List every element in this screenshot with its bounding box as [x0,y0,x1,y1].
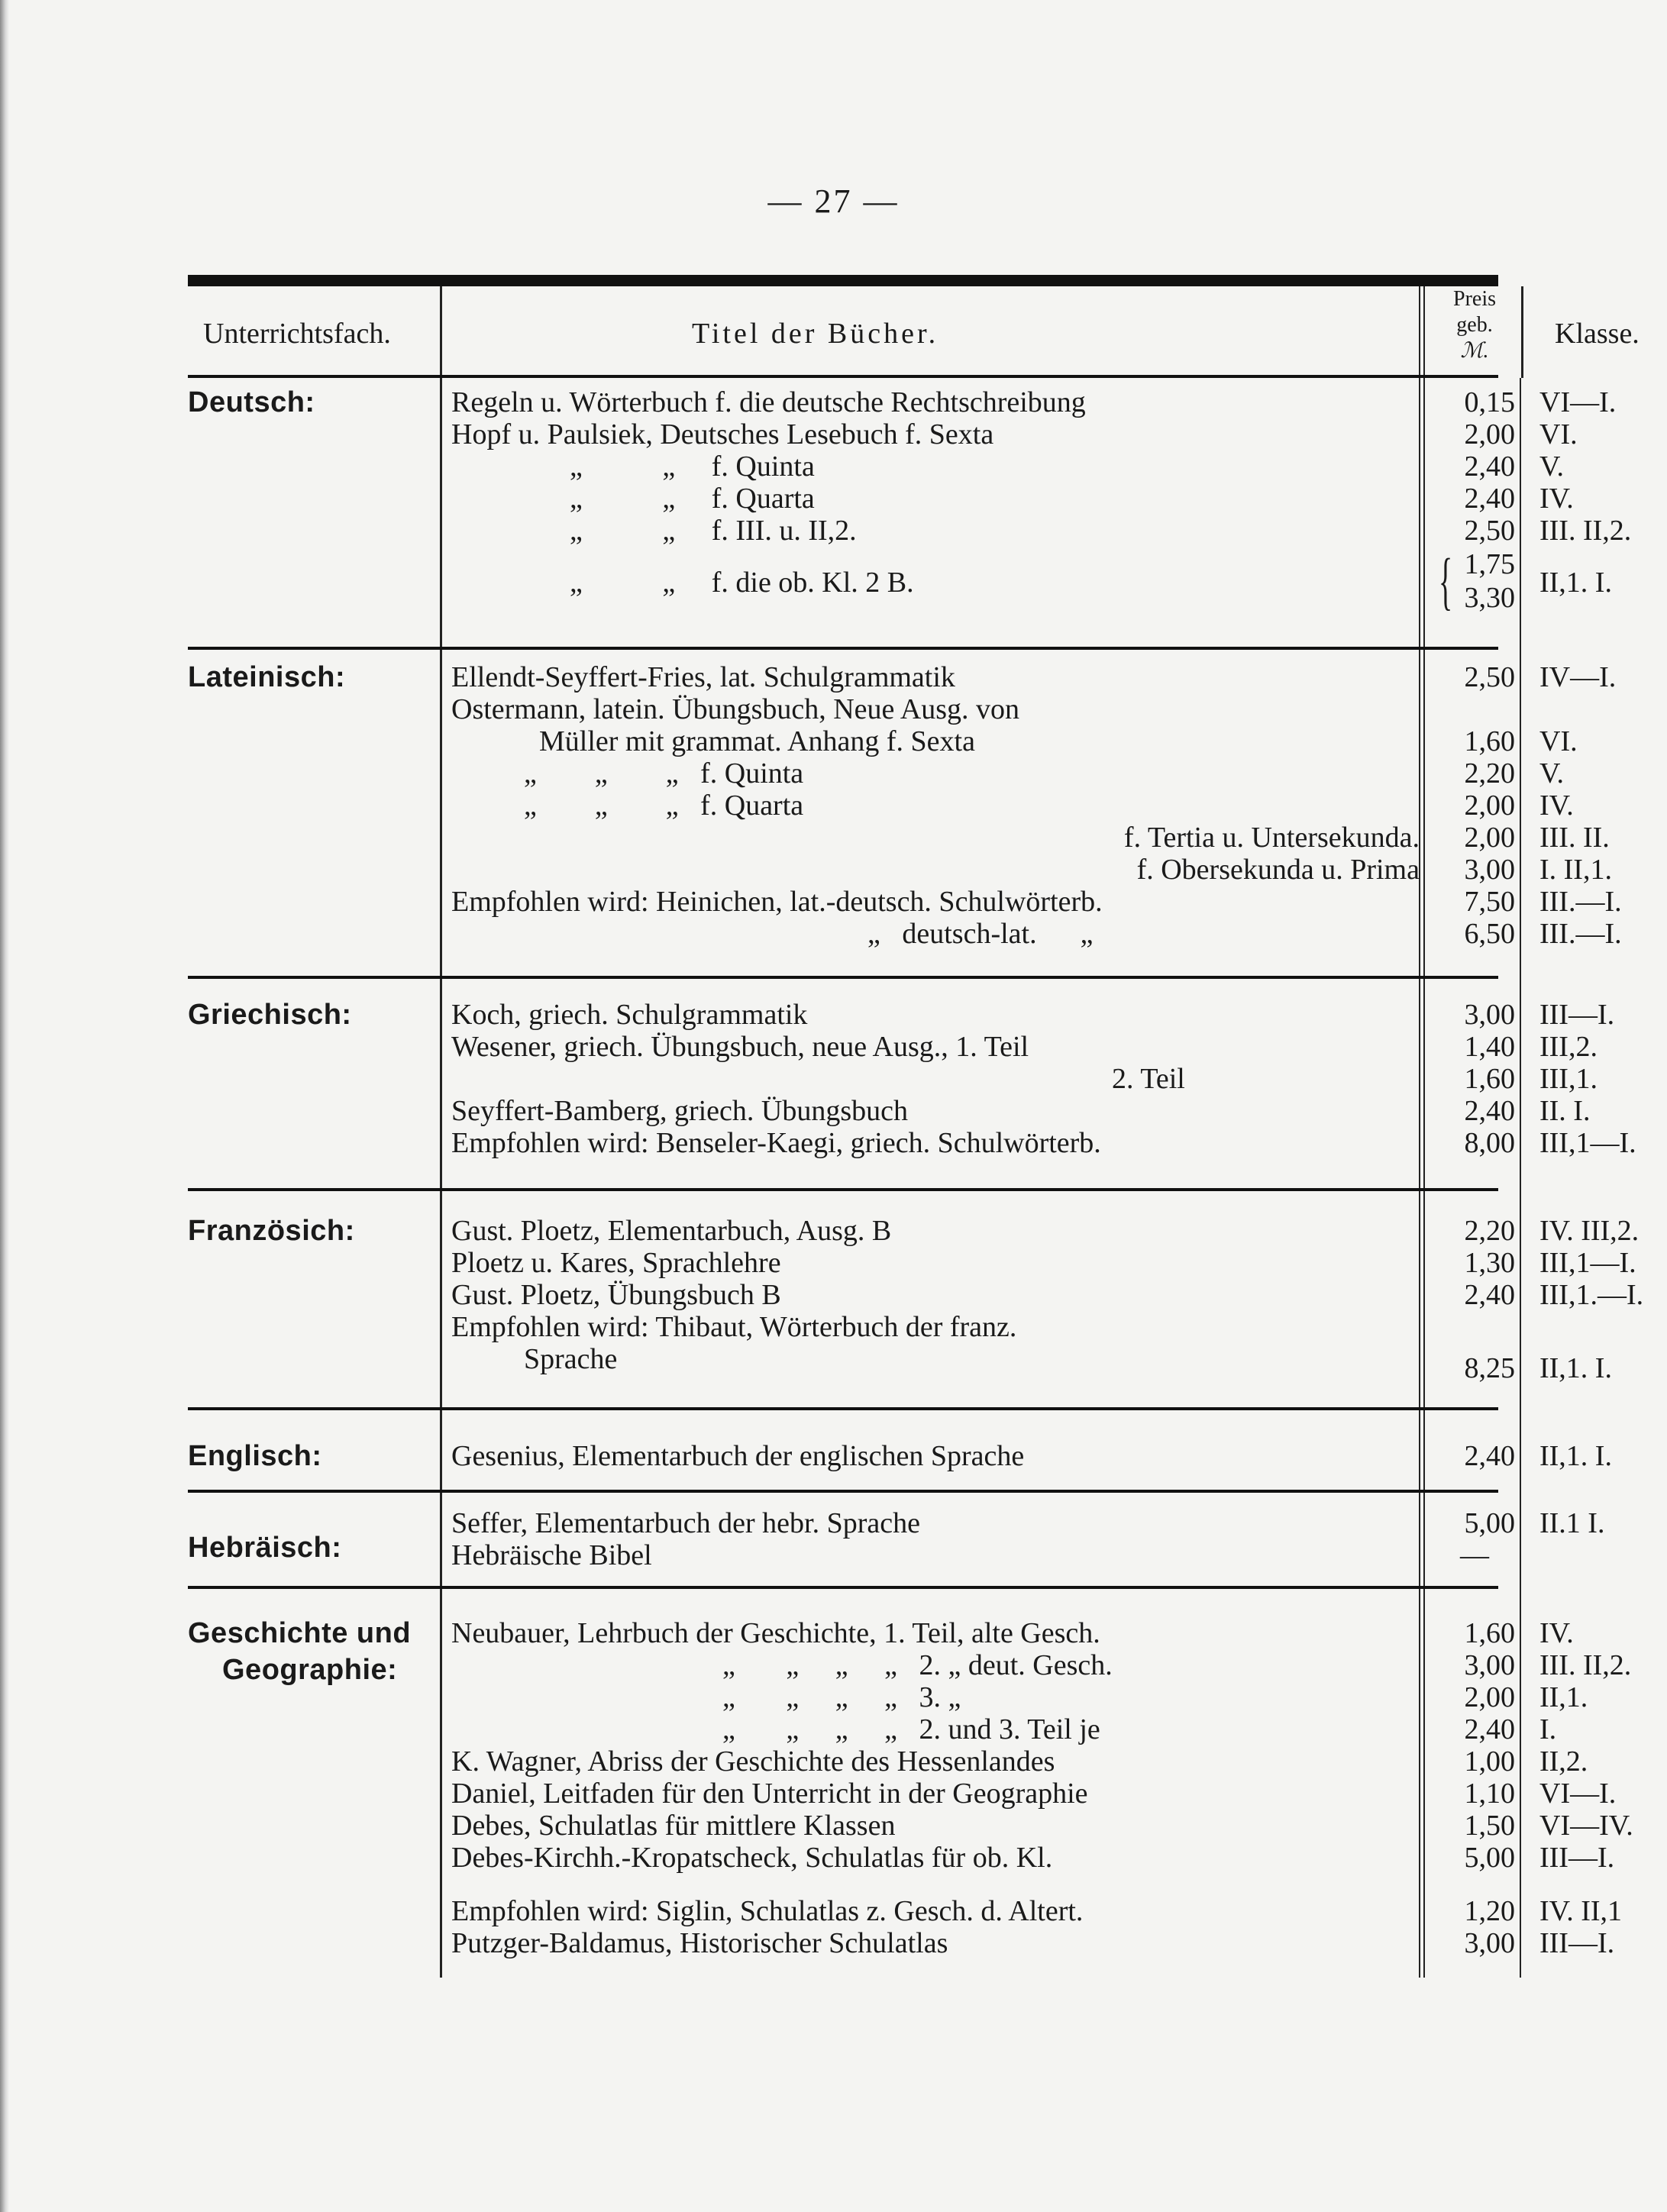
book-klasse: IV—I. [1539,661,1617,693]
table-row [188,917,1622,951]
header-price-line1: Preis [1453,287,1496,311]
book-title: Regeln u. Wörterbuch f. die deutsche Rechtschreibung [451,386,1086,418]
subject-franzoesisch: Französich: [188,1215,355,1247]
book-price: 2,40 [1464,1713,1515,1745]
book-price: 1,50 [1464,1810,1515,1842]
table-row [188,1506,1605,1541]
book-klasse: III.—I. [1539,886,1622,918]
book-price: 1,75 [1464,548,1515,580]
book-klasse: VI—I. [1539,1778,1617,1810]
section-rule [188,1407,1498,1410]
book-klasse: V. [1539,757,1565,790]
subject-hebraeisch: Hebräisch: [188,1532,342,1564]
table-row [188,482,1574,516]
book-price: 2,50 [1464,661,1515,693]
book-price: 6,50 [1464,918,1515,950]
book-price: 3,00 [1464,854,1515,886]
book-price: 5,00 [1464,1842,1515,1874]
book-klasse: II,1. [1539,1681,1588,1713]
book-title: „ „ f. die ob. Kl. 2 B. [570,567,914,599]
section-rule [188,1490,1498,1493]
book-price: 1,10 [1464,1778,1515,1810]
book-title: Daniel, Leitfaden für den Unterricht in der Geographie [451,1778,1088,1810]
book-klasse: I. [1539,1713,1557,1745]
book-price: 3,00 [1464,1927,1515,1959]
table-row [188,546,1612,617]
book-title: Wesener, griech. Übungsbuch, neue Ausg., 1. Teil [451,1031,1029,1063]
book-klasse: II,1. I. [1539,567,1612,599]
table-row [188,418,1578,452]
book-price: 2,40 [1464,450,1515,483]
book-title: Gust. Ploetz, Elementarbuch, Ausg. B [451,1215,892,1247]
book-price: 2,50 [1464,515,1515,547]
book-price: 2,40 [1464,483,1515,515]
book-klasse: IV. [1539,1617,1574,1649]
table-row [188,1439,1612,1474]
book-title: Empfohlen wird: Siglin, Schulatlas z. Gesch. d. Altert. [451,1895,1084,1927]
book-title: Müller mit grammat. Anhang f. Sexta [539,725,975,757]
book-klasse: III,1.—I. [1539,1279,1644,1311]
header-price [1433,286,1517,364]
book-title: Seffer, Elementarbuch der hebr. Sprache [451,1507,920,1539]
section-rule [188,647,1498,650]
book-klasse: VI. [1539,418,1578,450]
book-price: 1,20 [1464,1895,1515,1927]
table-row [188,885,1622,919]
table-row [188,757,1565,791]
book-title: Hebräische Bibel [451,1539,652,1571]
book-price: 2,00 [1464,418,1515,450]
table-row [188,821,1610,855]
book-klasse: VI. [1539,725,1578,757]
subject-griechisch: Griechisch: [188,999,352,1031]
book-klasse: VI—IV. [1539,1810,1633,1842]
book-title: Empfohlen wird: Thibaut, Wörterbuch der franz. [451,1311,1017,1343]
book-price: 8,00 [1464,1127,1515,1159]
table-header [188,286,1640,378]
table-row [188,1681,1588,1715]
table-row [188,1841,1615,1875]
book-title: Debes-Kirchh.-Kropatscheck, Schulatlas für ob. Kl. [451,1842,1053,1874]
book-price: 2,40 [1464,1095,1515,1127]
table-row [188,789,1574,823]
table-row [188,725,1578,759]
table-row [188,1342,1612,1384]
book-title: „ „ „ „ 2. „ deut. Gesch. [722,1649,1113,1681]
table-row [188,1539,1498,1573]
book-klasse: IV. II,1 [1539,1895,1623,1927]
table-row [188,1894,1623,1929]
book-klasse: III—I. [1539,1927,1615,1959]
table-row [188,998,1615,1032]
book-price: 2,00 [1464,790,1515,822]
book-price: 0,15 [1464,386,1515,418]
book-klasse: II.1 I. [1539,1507,1605,1539]
book-price: 3,00 [1464,1649,1515,1681]
table-row [188,660,1617,695]
book-title: Putzger-Baldamus, Historischer Schulatlas [451,1927,948,1959]
book-klasse: III. II,2. [1539,515,1632,547]
header-klasse: Klasse. [1555,318,1640,350]
book-klasse: III. II. [1539,822,1610,854]
book-title: Ellendt-Seyffert-Fries, lat. Schulgrammatik [451,661,955,693]
header-price-line2: geb. [1456,313,1493,337]
table-row [188,1214,1640,1248]
section-rule [188,1188,1498,1191]
book-klasse: IV. III,2. [1539,1215,1640,1247]
book-price: 7,50 [1464,886,1515,918]
header-title: Titel der Bücher. [692,318,939,350]
book-klasse: II,1. I. [1539,1352,1612,1384]
book-price: 1,60 [1464,1617,1515,1649]
book-klasse: II. I. [1539,1095,1591,1127]
subject-latein: Lateinisch: [188,661,346,693]
book-title: „ deutsch-lat. „ [867,918,1094,950]
book-title: „ „ f. Quarta [570,483,815,515]
subject-deutsch: Deutsch: [188,386,315,418]
subject-geschichte-line2: Geographie: [222,1654,398,1686]
book-title: „ „ „ f. Quarta [524,790,804,822]
table-row [188,1246,1636,1280]
book-title: „ „ „ f. Quinta [524,757,804,790]
book-price: 8,25 [1464,1352,1515,1384]
book-klasse: III,1—I. [1539,1127,1636,1159]
book-klasse: III.—I. [1539,918,1622,950]
section-rule [188,976,1498,979]
table-row [188,514,1632,548]
table-row [188,386,1617,420]
book-title: „ „ „ „ 3. „ [722,1681,961,1713]
book-price: 3,00 [1464,999,1515,1031]
table-top-rule [188,275,1498,286]
book-title: „ „ f. III. u. II,2. [570,515,857,547]
subject-geschichte-line1: Geschichte und [188,1617,412,1649]
book-price: 1,60 [1464,1063,1515,1095]
table-row [188,1745,1588,1779]
book-klasse: III—I. [1539,999,1615,1031]
table-row [188,693,1498,727]
book-title: Ploetz u. Kares, Sprachlehre [451,1247,781,1279]
book-price: — [1460,1539,1489,1571]
book-klasse: V. [1539,450,1565,483]
table-row [188,1616,1574,1651]
book-title: Debes, Schulatlas für mittlere Klassen [451,1810,896,1842]
table-row [188,1649,1632,1683]
book-title: „ „ f. Quinta [570,450,815,483]
brace-glyph: { [1439,546,1453,617]
table-row [188,1030,1598,1064]
table-row [188,450,1565,484]
book-klasse: III. II,2. [1539,1649,1632,1681]
book-title: Empfohlen wird: Benseler-Kaegi, griech. Schulwörterb. [451,1127,1101,1159]
book-title: Gesenius, Elementarbuch der englischen Sprache [451,1440,1025,1472]
book-title: Hopf u. Paulsiek, Deutsches Lesebuch f. Sexta [451,418,994,450]
header-subject: Unterrichtsfach. [203,318,391,350]
book-title: 2. Teil [1112,1063,1185,1095]
book-klasse: II,1. I. [1539,1440,1612,1472]
table-row [188,1713,1557,1747]
table-row [188,853,1612,887]
page-edge [0,0,9,2212]
table-row [188,1278,1644,1313]
book-price: 1,00 [1464,1745,1515,1778]
table-row [188,1809,1633,1843]
book-title: Sprache [524,1343,618,1375]
table-row [188,1062,1598,1096]
section-rule [188,1586,1498,1589]
book-title: Empfohlen wird: Heinichen, lat.-deutsch. Schulwörterb. [451,886,1103,918]
book-klasse: IV. [1539,790,1574,822]
book-title: K. Wagner, Abriss der Geschichte des Hessenlandes [451,1745,1055,1778]
table-row [188,1926,1615,1961]
book-klasse: III,1. [1539,1063,1598,1095]
book-klasse: III—I. [1539,1842,1615,1874]
book-title: f. Tertia u. Untersekunda. [1123,822,1420,854]
book-title: Neubauer, Lehrbuch der Geschichte, 1. Teil, alte Gesch. [451,1617,1100,1649]
book-title: f. Obersekunda u. Prima [1136,854,1420,886]
table-row [188,1777,1617,1811]
header-price-line3: ℳ. [1460,339,1489,363]
book-klasse: III,1—I. [1539,1247,1636,1279]
book-price: 1,30 [1464,1247,1515,1279]
book-price: 2,40 [1464,1279,1515,1311]
column-divider-price [1521,286,1523,378]
book-klasse: III,2. [1539,1031,1598,1063]
book-title: Koch, griech. Schulgrammatik [451,999,808,1031]
book-title: Gust. Ploetz, Übungsbuch B [451,1279,781,1311]
book-price: 1,40 [1464,1031,1515,1063]
book-title: Ostermann, latein. Übungsbuch, Neue Ausg. von [451,693,1020,725]
book-title: Seyffert-Bamberg, griech. Übungsbuch [451,1095,908,1127]
book-price: 2,00 [1464,822,1515,854]
book-klasse: II,2. [1539,1745,1588,1778]
table-row [188,1310,1498,1345]
book-price: 2,20 [1464,1215,1515,1247]
book-price: 2,40 [1464,1440,1515,1472]
book-price: 2,00 [1464,1681,1515,1713]
book-price-alt: 3,30 [1464,582,1515,614]
book-klasse: IV. [1539,483,1574,515]
subject-englisch: Englisch: [188,1440,322,1472]
book-price: 2,20 [1464,757,1515,790]
book-price: 1,60 [1464,725,1515,757]
book-klasse: I. II,1. [1539,854,1612,886]
page-number: — 27 — [767,182,900,220]
book-price: 5,00 [1464,1507,1515,1539]
book-klasse: VI—I. [1539,386,1617,418]
table-row [188,1094,1591,1129]
table-row [188,1126,1636,1161]
book-title: „ „ „ „ 2. und 3. Teil je [722,1713,1100,1745]
